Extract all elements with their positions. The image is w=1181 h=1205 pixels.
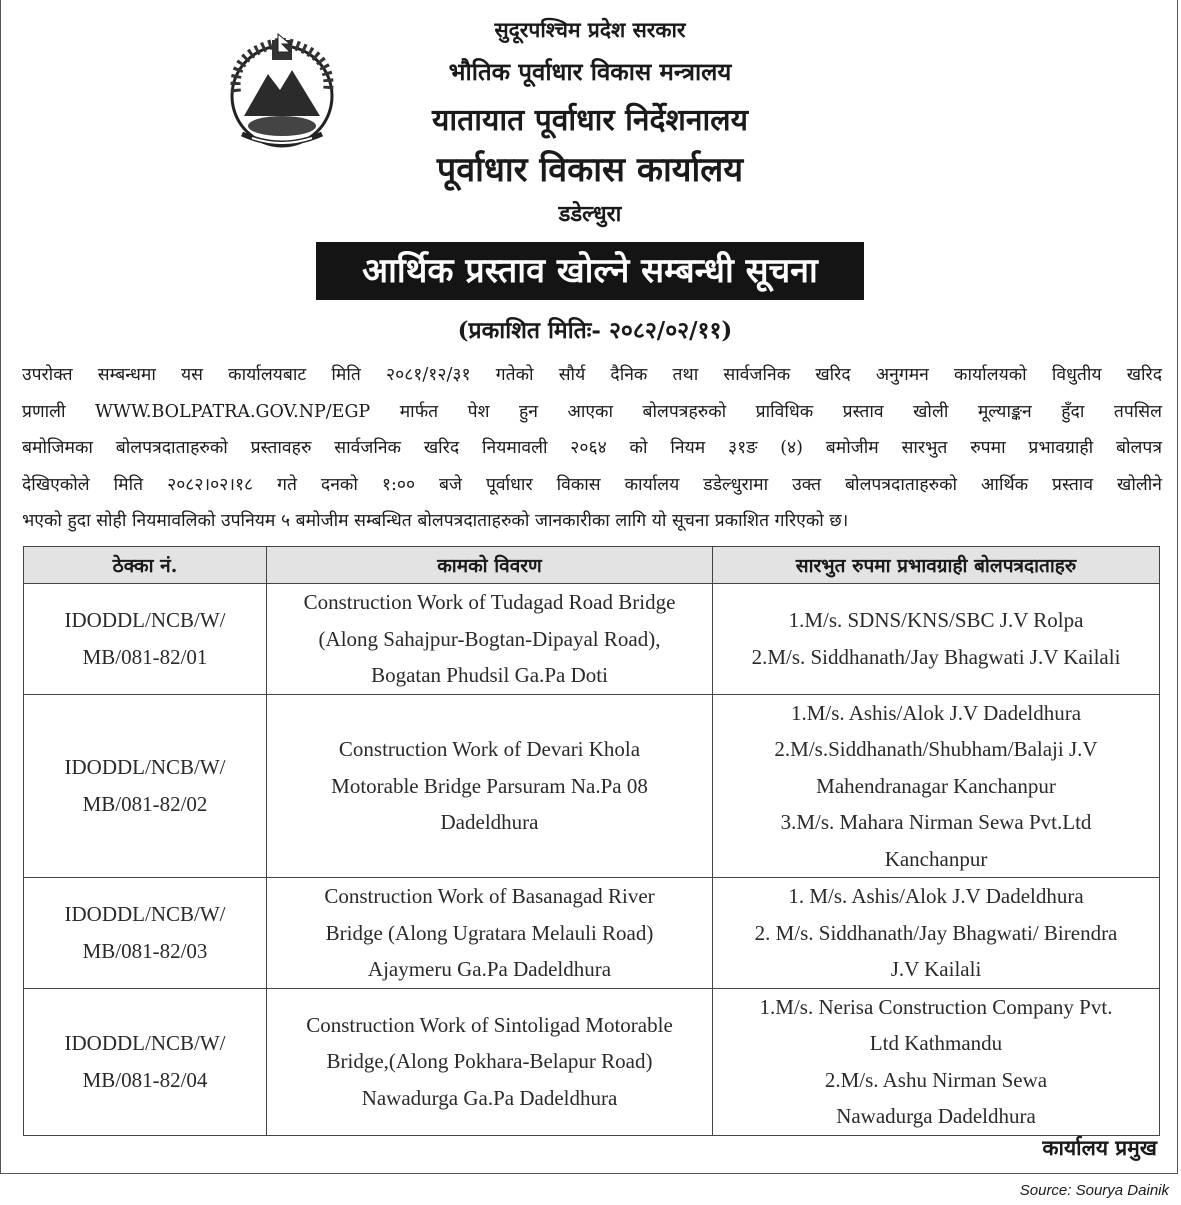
table-row (24, 694, 1160, 878)
cell-line: Nawadurga Dadeldhura (836, 1104, 1036, 1128)
contract-no-cell (24, 988, 267, 1135)
cell-line: 1.M/s. Nerisa Construction Company Pvt. (759, 994, 1113, 1019)
cell-line: IDODDL/NCB/W/ (64, 755, 226, 780)
table-row (24, 988, 1160, 1135)
contract-no-cell (24, 584, 267, 695)
cell-line: Nawadurga Ga.Pa Dadeldhura (361, 1085, 618, 1110)
office-name: पूर्वाधार विकास कार्यालय (436, 150, 744, 190)
column-header-bidders: सारभुत रुपमा प्रभावग्राही बोलपत्रदाताहरु (713, 547, 1160, 584)
description-cell (267, 988, 713, 1135)
body-line: उपरोक्त सम्बन्धमा यस कार्यालयबाट मिति २०८१/१२/३१ गतेको सौर्य दैनिक तथा सार्वजनिक खरिद अनुगमन कार्यालयको विधुतीय खरिद (22, 365, 1162, 385)
column-header-contract-no: ठेक्का नं. (24, 547, 267, 584)
cell-line: Construction Work of Tudagad Road Bridge (303, 590, 676, 614)
office-location: डडेल्धुरा (558, 201, 622, 227)
description-cell (267, 584, 713, 695)
notice-body (22, 357, 1162, 540)
nepal-emblem-icon (222, 30, 342, 152)
body-line: देखिएकोले मिति २०८२।०२।१८ गते दनको १:०० बजे पूर्वाधार विकास कार्यालय डडेल्धुरामा उक्त बोलपत्रदाताहरुको आर्थिक प्रस्ताव खोलीने (22, 474, 1162, 495)
office-head-signature: कार्यालय प्रमुख (1042, 1135, 1157, 1160)
cell-line: IDODDL/NCB/W/ (64, 902, 226, 927)
cell-line: Mahendranagar Kanchanpur (816, 773, 1056, 798)
description-cell (267, 878, 713, 989)
table-row (24, 878, 1160, 989)
cell-line: IDODDL/NCB/W/ (64, 1031, 226, 1055)
bidders-cell (713, 694, 1160, 878)
cell-line: MB/081-82/01 (82, 644, 208, 669)
cell-line: Ltd Kathmandu (869, 1031, 1003, 1055)
cell-line: 1. M/s. Ashis/Alok J.V Dadeldhura (788, 884, 1084, 908)
cell-line: MB/081-82/03 (82, 938, 208, 963)
source-credit: Source: Sourya Dainik (1019, 1182, 1169, 1199)
column-header-description: कामको विवरण (267, 547, 713, 584)
body-line: प्रणाली WWW.BOLPATRA.GOV.NP/EGP मार्फत पेश हुन आएका बोलपत्रहरुको प्राविधिक प्रस्ताव खोली मूल्याङ्कन हुँदा तपसिल (22, 401, 1162, 422)
description-cell (267, 694, 713, 878)
directorate-name: यातायात पूर्वाधार निर्देशनालय (431, 103, 749, 138)
cell-line: 2. M/s. Siddhanath/Jay Bhagwati/ Birendra (754, 920, 1118, 945)
cell-line: 2.M/s. Siddhanath/Jay Bhagwati J.V Kailali (751, 644, 1121, 669)
bidders-cell (713, 584, 1160, 695)
published-date: (प्रकाशित मितिः- २०८२/०२/११) (457, 317, 733, 344)
cell-line: Bridge,(Along Pokhara-Belapur Road) (326, 1049, 653, 1074)
bidders-cell (713, 878, 1160, 989)
ministry-name: भौतिक पूर्वाधार विकास मन्त्रालय (448, 57, 732, 86)
cell-line: Construction Work of Devari Khola (338, 737, 641, 761)
cell-line: 2.M/s.Siddhanath/Shubham/Balaji J.V (774, 737, 1098, 761)
cell-line: 1.M/s. Ashis/Alok J.V Dadeldhura (790, 700, 1082, 725)
bidders-cell (713, 988, 1160, 1135)
body-line: बमोजिमका बोलपत्रदाताहरुको प्रस्तावहरु सार्वजनिक खरिद नियमावली २०६४ को नियम ३१ङ (४) बमोजीम सारभुत रुपमा प्रभावग्राही बोलपत्र (22, 438, 1162, 458)
cell-line: (Along Sahajpur-Bogtan-Dipayal Road), (318, 626, 661, 651)
cell-line: 3.M/s. Mahara Nirman Sewa Pvt.Ltd (780, 810, 1092, 834)
cell-line: Bogatan Phudsil Ga.Pa Doti (371, 663, 608, 687)
cell-line: 1.M/s. SDNS/KNS/SBC J.V Rolpa (788, 608, 1084, 633)
cell-line: Dadeldhura (440, 810, 539, 834)
cell-line: 2.M/s. Ashu Nirman Sewa (824, 1067, 1048, 1092)
body-line: भएको हुदा सोही नियमावलिको उपनियम ५ बमोजीम सम्बन्धित बोलपत्रदाताहरुको जानकारीका लागि यो सूचना प्रकाशित गरिएको छ। (22, 511, 849, 531)
cell-line: Construction Work of Basanagad River (324, 884, 655, 908)
cell-line: MB/081-82/02 (82, 791, 208, 816)
table-row (24, 584, 1160, 695)
cell-line: IDODDL/NCB/W/ (64, 608, 226, 633)
cell-line: MB/081-82/04 (82, 1067, 208, 1092)
contract-no-cell (24, 694, 267, 878)
province-name: सुदूरपश्चिम प्रदेश सरकार (494, 17, 686, 42)
bidders-table (23, 546, 1160, 1136)
table-header-row (24, 547, 1160, 584)
cell-line: Motorable Bridge Parsuram Na.Pa 08 (331, 773, 648, 798)
cell-line: Bridge (Along Ugratara Melauli Road) (325, 920, 654, 945)
notice-title: आर्थिक प्रस्ताव खोल्ने सम्बन्धी सूचना (316, 242, 864, 300)
cell-line: Construction Work of Sintoligad Motorable (306, 1012, 673, 1037)
cell-line: Kanchanpur (884, 846, 988, 871)
cell-line: J.V Kailali (890, 957, 982, 981)
cell-line: Ajaymeru Ga.Pa Dadeldhura (367, 957, 612, 981)
contract-no-cell (24, 878, 267, 989)
